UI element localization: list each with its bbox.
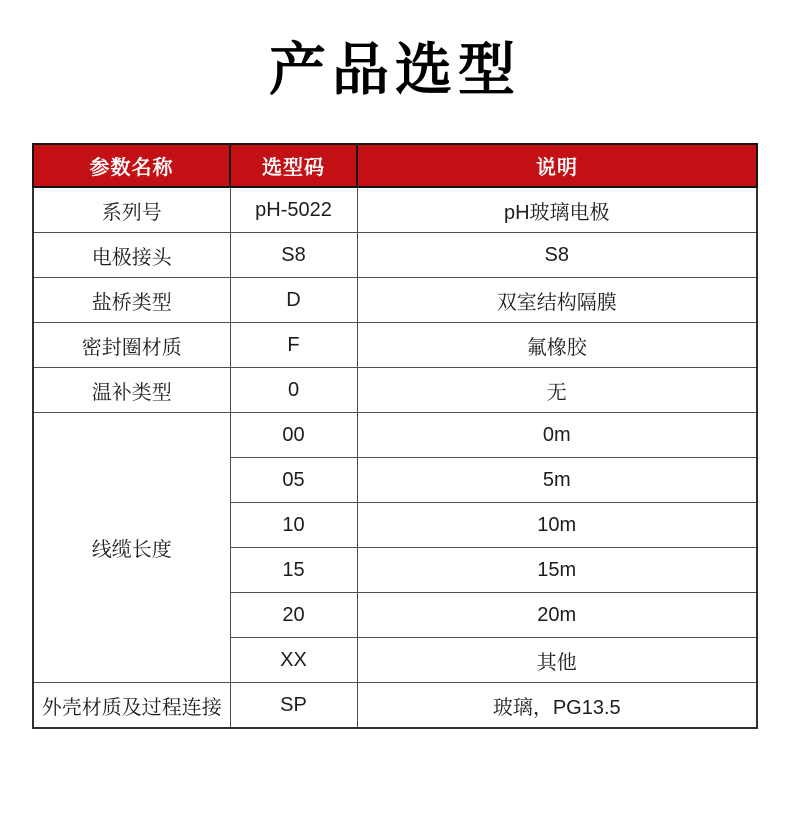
- desc-cell: 20m: [357, 593, 757, 638]
- param-cell: 密封圈材质: [33, 323, 230, 368]
- desc-cell: 无: [357, 368, 757, 413]
- param-cell: 外壳材质及过程连接: [33, 683, 230, 729]
- param-cell: 系列号: [33, 187, 230, 233]
- code-cell: 15: [230, 548, 357, 593]
- table-row: [33, 233, 757, 278]
- param-cell-cable-length: 线缆长度: [33, 413, 230, 683]
- table-row: [33, 413, 757, 458]
- desc-cell: S8: [357, 233, 757, 278]
- code-cell: D: [230, 278, 357, 323]
- code-cell: 00: [230, 413, 357, 458]
- table-row: [33, 683, 757, 729]
- table-header-row: [33, 144, 757, 187]
- code-cell: SP: [230, 683, 357, 729]
- table-row: [33, 323, 757, 368]
- page-title: 产品选型: [269, 38, 521, 102]
- col-header-selection-code: 选型码: [230, 144, 357, 187]
- table-row: [33, 278, 757, 323]
- product-selection-table: [32, 143, 758, 729]
- col-header-description: 说明: [357, 144, 757, 187]
- param-cell: 温补类型: [33, 368, 230, 413]
- desc-cell: 其他: [357, 638, 757, 683]
- code-cell: S8: [230, 233, 357, 278]
- code-cell: pH-5022: [230, 187, 357, 233]
- desc-cell: 0m: [357, 413, 757, 458]
- code-cell: F: [230, 323, 357, 368]
- desc-cell: 10m: [357, 503, 757, 548]
- param-cell: 盐桥类型: [33, 278, 230, 323]
- desc-cell: 5m: [357, 458, 757, 503]
- code-cell: 05: [230, 458, 357, 503]
- table-row: [33, 368, 757, 413]
- code-cell: XX: [230, 638, 357, 683]
- code-cell: 0: [230, 368, 357, 413]
- desc-cell: 氟橡胶: [357, 323, 757, 368]
- desc-cell: pH玻璃电极: [357, 187, 757, 233]
- param-cell: 电极接头: [33, 233, 230, 278]
- table-row: [33, 187, 757, 233]
- desc-cell: 双室结构隔膜: [357, 278, 757, 323]
- desc-cell: 15m: [357, 548, 757, 593]
- desc-cell: 玻璃，PG13.5: [357, 683, 757, 729]
- col-header-parameter-name: 参数名称: [33, 144, 230, 187]
- code-cell: 10: [230, 503, 357, 548]
- code-cell: 20: [230, 593, 357, 638]
